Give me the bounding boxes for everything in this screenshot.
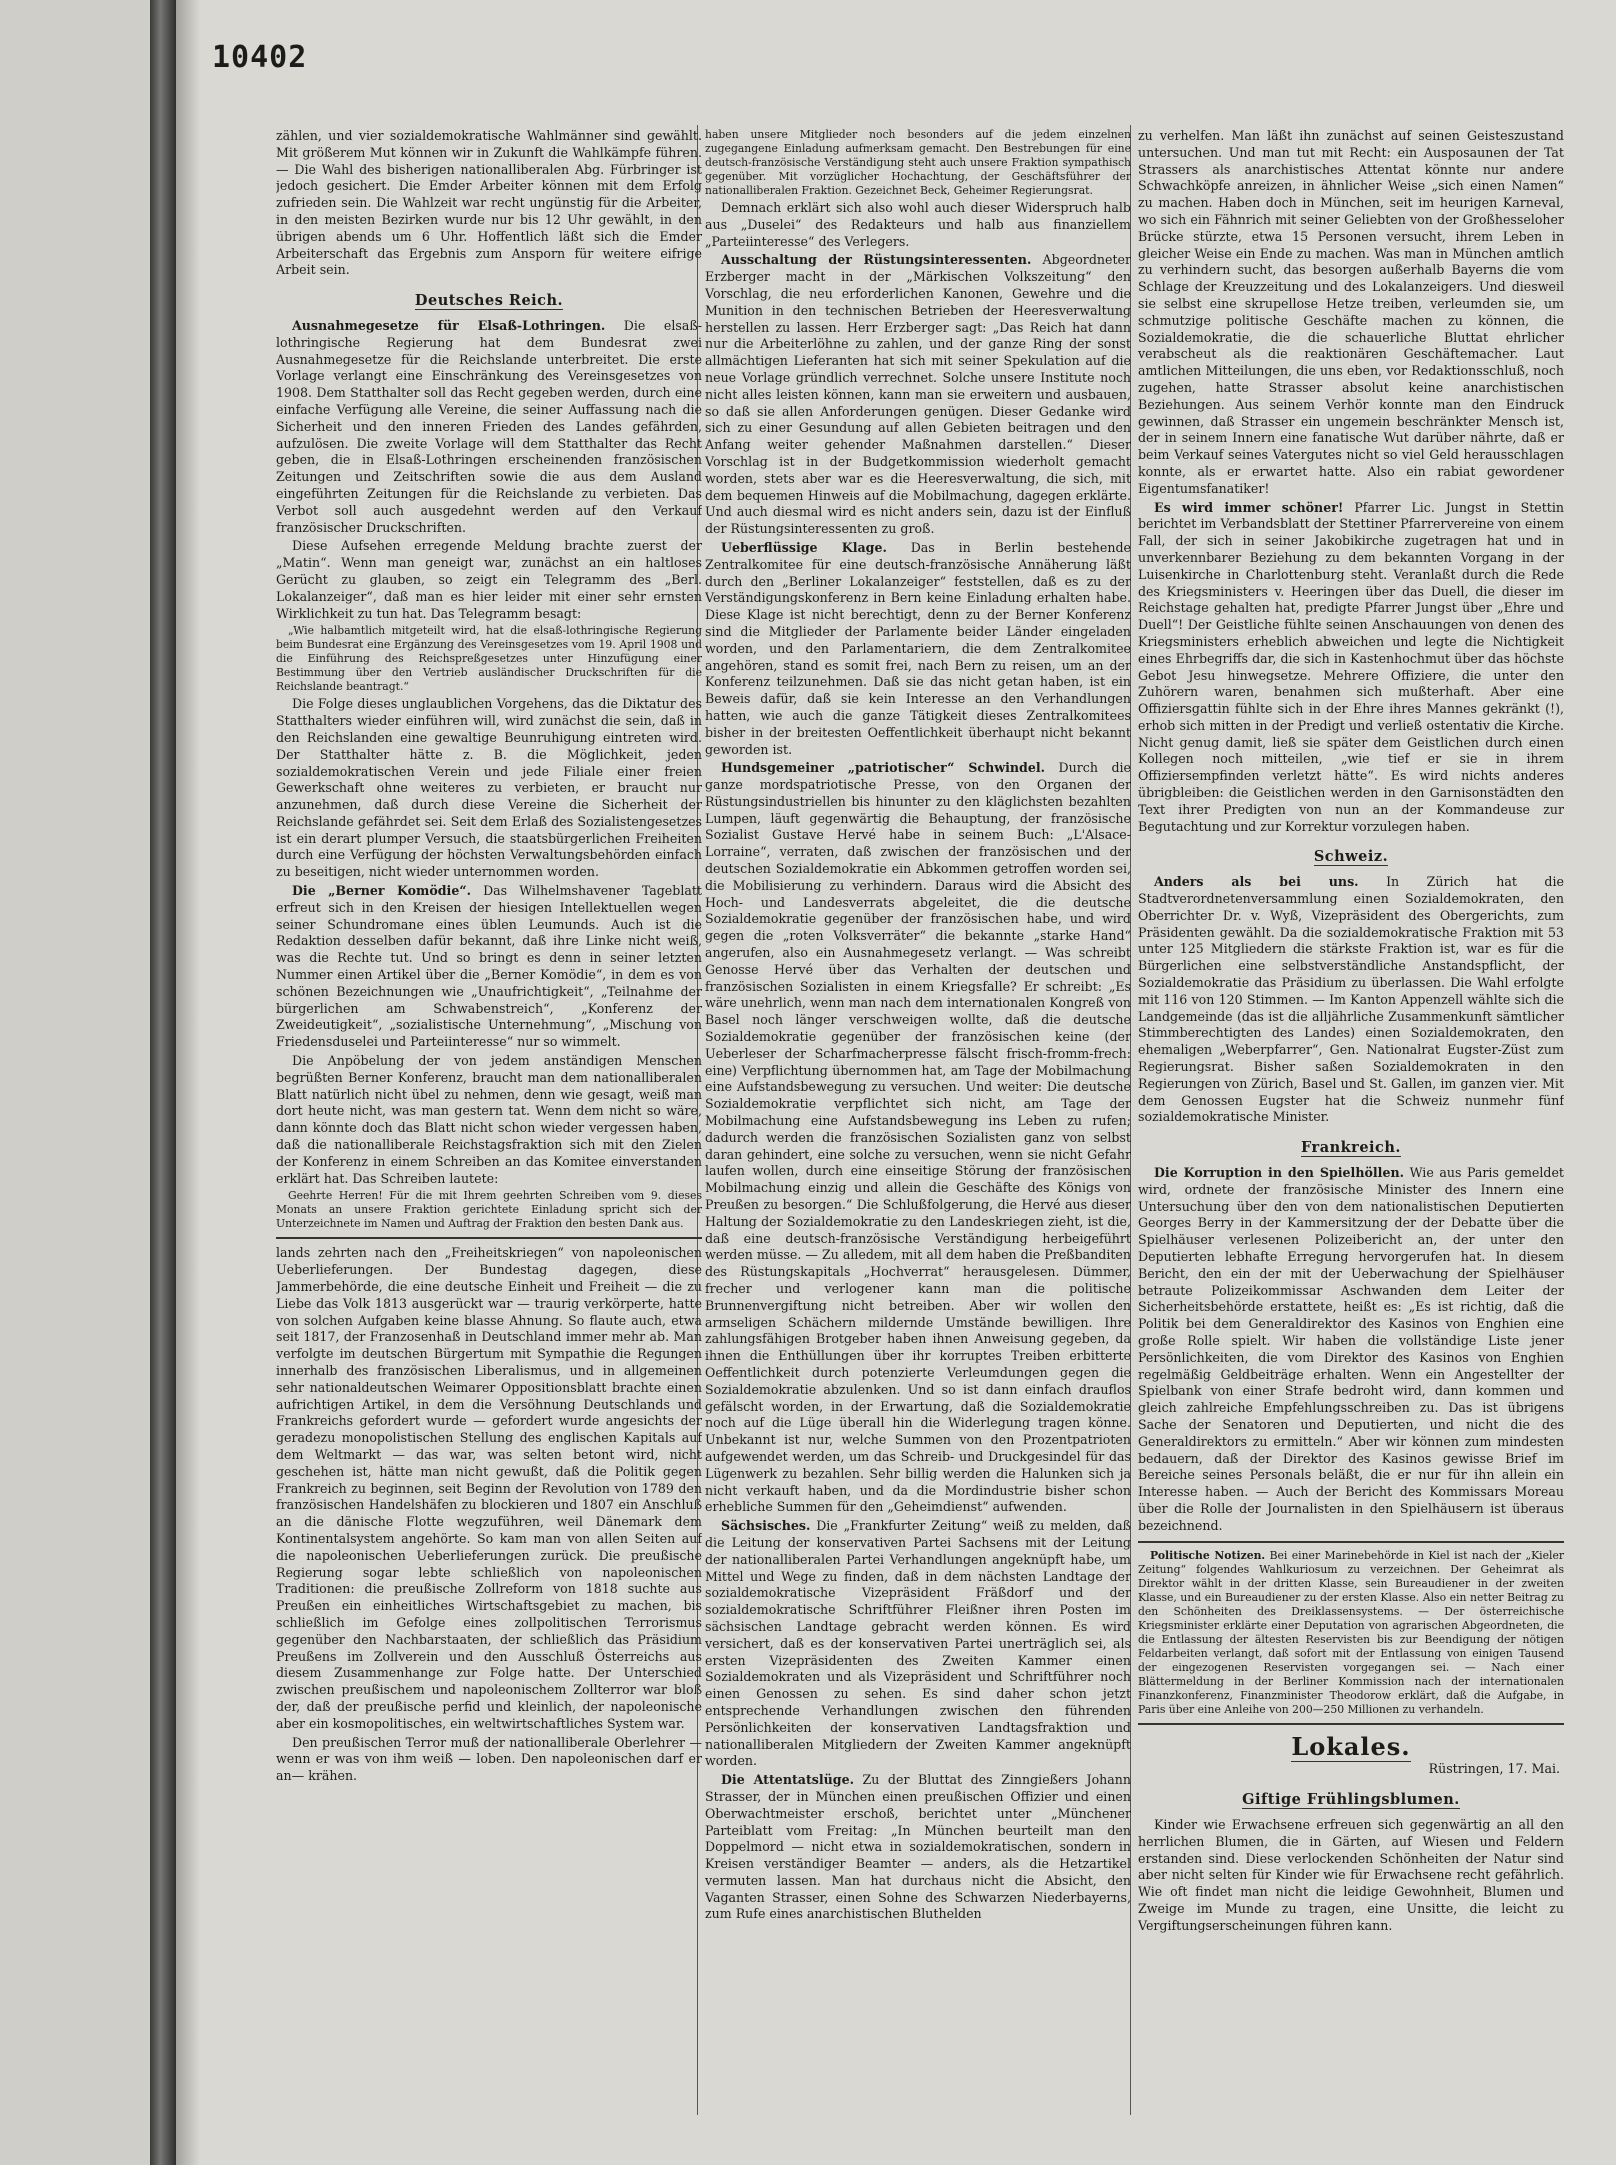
- article-heading: [1138, 1792, 1564, 1809]
- article-text: Die elsaß-lothringische Regierung hat dem Bundesrat zwei Ausnahmegesetze für die Reichslande unterbreitet. Die erste Vorlage verlangt eine Einschränkung des Vereinsgesetzes von 1908. Dem Statthalter soll das Recht gegeben werden, durch eine einfache Verfügung alle Vereine, die seiner Auffassung nach die Sicherheit und den inneren Frieden des Landes gefährden, aufzulösen. Die zweite Vorlage will dem Statthalter das Recht geben, die in Elsaß-Lothringen erscheinenden französischen Zeitungen und Zeitschriften sowie die aus dem Ausland eingeführten Zeitungen für die Reichslande zu verbieten. Das Verbot soll auch ausgedehnt werden auf den Verkauf französischer Druckschriften.: [276, 317, 702, 535]
- article-text: Durch die ganze mordspatriotische Presse, von den Organen der Rüstungsindustriellen bis hinunter zu den kläglichsten bezahlten Lumpen, läuft gegenwärtig die Behauptung, der französische Sozialist Gustave Hervé habe in seinem Buch: „L'Alsace-Lorraine“, verraten, daß zwischen der französischen und der deutschen Sozialdemokratie ein Abkommen getroffen worden sei, die Mobilisierung zu verhindern. Daraus wird die Absicht des Hoch- und Landesverrats abgeleitet, die die deutsche Sozialdemokratie gegenüber der französischen habe, und wird gegen die „roten Volksverräter“ die bekannte „starke Hand“ angerufen, also ein Ausnahmegesetz verlangt. — Was schreibt Genosse Hervé über das Verhalten der deutschen und französischen Sozialisten in einem Kriegsfalle? Er schreibt: „Es wäre unehrlich, wenn man nach dem internationalen Kongreß von Basel noch länger verschweigen wollte, daß die deutsche Sozialdemokratie gegenüber der französischen keine (der Ueberleser der Scharfmacherpresse fälscht frisch-fromm-frech: eine) Verpflichtung übernommen hat, am Tage der Mobilmachung eine Aufstandsbewegung zu versuchen. Und weiter: Die deutsche Sozialdemokratie verpflichtet sich nicht, am Tage der Mobilmachung eine Aufstandsbewegung ins Leben zu rufen; dadurch werden die französischen Sozialisten ganz von selbst daran gehindert, eine solche zu versuchen, wenn sie nicht Gefahr laufen wollen, durch eine einseitige Störung der französischen Mobilmachung einzig und allein die Geschäfte des Königs von Preußen zu besorgen.“ Die Schlußfolgerung, die Hervé aus dieser Haltung der Sozialdemokratie zu den Landeskriegen zieht, ist die, daß eine deutsch-französische Verständigung herbeigeführt werden müsse. — Zu alledem, mit all dem haben die Preßbanditen des Rüstungskapitals „Hochverrat“ herausgelesen. Dümmer, frecher und verlogener kann man die politische Brunnenvergiftung nicht betreiben. Aber wir wollen den armseligen Schächern mildernde Umstände bewilligen. Ihre zahlungsfähigen Brotgeber haben ihnen Anweisung gegeben, da ihnen die Enthüllungen über ihr korruptes Treiben erbitterte Oeffentlichkeit durch potenzierte Verleumdungen gegen die Sozialdemokratie abzulenken. Und so ist dann einfach drauflos gefälscht worden, in der Erwartung, daß die Sozialdemokratie noch auf die Lüge überall hin die Widerlegung tragen könne. Unbekannt ist nur, welche Summen von den Prozentpatrioten aufgewendet werden, um das Schreib- und Druckgesindel für das Lügenwerk zu bezahlen. Sehr billig werden die Halunken sich ja nicht verkauft haben, und da die Mordindustrie bisher schon erhebliche Summen für den „Geheimdienst“ aufwenden.: [705, 760, 1131, 1515]
- book-binding: [150, 0, 176, 2165]
- article-title: Ueberflüssige Klage.: [721, 539, 887, 555]
- article-paragraph: [705, 760, 1131, 1516]
- article-title: Die „Berner Komödie“.: [292, 883, 471, 899]
- paragraph: lands zehrten nach den „Freiheitskriegen“ von napoleonischen Ueberlieferungen. Der Bundestag dagegen, diese Jammerbehörde, die eine deutsche Einheit und Freiheit — die zu Liebe das Volk 1813 ausgerückt war — traurig verkörperte, hatte von solchen Aufgaben keine blasse Ahnung. So flaute auch, etwa seit 1817, der Franzosenhaß in Deutschland immer mehr ab. Man verfolgte im deutschen Bürgertum mit Sympathie die Regungen innerhalb des französischen Liberalismus, und in allgemeinen sehr nationaldeutschen Weimarer Oppositionsblatt brachte einen aufrichtigen Artikel, in dem die Versöhnung Deutschlands und Frankreichs gefordert wurde — gefordert wurde angesichts der geradezu monopolistischen Stellung des englischen Kapitals auf dem Weltmarkt — das war, was selten betont wird, nicht geschehen ist, hätte man nicht gewußt, daß die Politik gegen Frankreich zu beginnen, seit Beginn der Revolution von 1789 den französischen Handelshäfen zu blockieren und 1807 ein Anschluß an die dänische Flotte wegzuführen, weil Dänemark dem Kontinentalsystem angehörte. So kam man von allen Seiten auf die napoleonischen Ueberlieferungen zurück. Die preußische Regierung sogar lebte schließlich von napoleonischen Traditionen: die preußische Zollreform von 1818 suchte aus Preußen ein einheitliches Wirtschaftsgebiet zu machen, bis schließlich im Gefolge eines zollpolitischen Terrorismus gegenüber den Nachbarstaaten, der schließlich das Präsidium Preußens im Zollverein und den Ausschluß Österreichs aus diesem Zusammenhange zur Folge hatte. Der Unterschied zwischen preußischem und napoleonischem Zollterror war bloß der, daß der preußische perfid und kleinlich, der napoleonische aber ein kosmopolitisches, ein weltwirtschaftliches System war.: [276, 1245, 702, 1731]
- section-title: Frankreich.: [1301, 1139, 1401, 1157]
- paragraph: Diese Aufsehen erregende Meldung brachte zuerst der „Matin“. Wenn man geneigt war, zunächst an ein haltloses Gerücht zu glauben, so zeigt ein Telegramm des „Berl. Lokalanzeiger“, daß man es hier leider mit einer sehr ernsten Wirklichkeit zu tun hat. Das Telegramm besagt:: [276, 538, 702, 621]
- article-text: Die „Frankfurter Zeitung“ weiß zu melden, daß die Leitung der konservativen Partei Sachsens mit der Leitung der nationalliberalen Partei Verhandlungen angeknüpft habe, um Mittel und Wege zu finden, daß in dem nächsten Landtage der sozialdemokratische Vizepräsident Fräßdorf und der sozialdemokratische Schriftführer Fleißner ihren Posten im sächsischen Landtage gebracht werden können. Es wird versichert, daß es der konservativen Partei unerträglich sei, als ersten Vizepräsidenten des Zweiten Kammer einen Sozialdemokraten und als Vizepräsident und Schriftführer noch einen Genossen zu sehen. Es sind daher schon jetzt entsprechende Verhandlungen zwischen den führenden Persönlichkeiten der konservativen Landtagsfraktion und nationalliberalen Mitgliedern der Zweiten Kammer angeknüpft worden.: [705, 1518, 1131, 1769]
- article-paragraph: [705, 1518, 1131, 1770]
- section-heading: [276, 293, 702, 310]
- article-paragraph: [1138, 1549, 1564, 1717]
- column-1: [276, 128, 702, 2118]
- column-3: [1138, 128, 1564, 2118]
- article-title: Es wird immer schöner!: [1154, 499, 1344, 515]
- article-title: Die Korruption in den Spielhöllen.: [1154, 1165, 1405, 1181]
- section-title: Deutsches Reich.: [414, 292, 564, 310]
- article-text: Zu der Bluttat des Zinngießers Johann Strasser, der in München einen preußischen Offizier und einen Oberwachtmeister erschoß, berichtet unter „Münchener Parteiblatt vom Freitag: „In München beurteilt man den Doppelmord — nicht etwa in sozialdemokratischen, sondern in Kreisen verständiger Beamter — anders, als die Hetzartikel vermuten lassen. Man hat durchaus nicht die Absicht, den Vaganten Strasser, einen Sohne des Schwarzen Niederbayerns, zum Rufe eines anarchistischen Bluthelden: [705, 1772, 1131, 1922]
- article-paragraph: [1138, 500, 1564, 836]
- paragraph: Den preußischen Terror muß der nationalliberale Oberlehrer — wenn er was von ihm weiß — loben. Den napoleonischen darf er an— krähen.: [276, 1734, 702, 1784]
- article-title: Anders als bei uns.: [1154, 874, 1359, 890]
- section-heading: [1138, 1731, 1564, 1761]
- quote-block: [276, 624, 702, 694]
- page-number: 10402: [212, 40, 308, 75]
- facing-page-edge: [0, 0, 150, 2165]
- article-paragraph: [276, 883, 702, 1051]
- article-paragraph: [705, 252, 1131, 538]
- divider: [1138, 1541, 1564, 1543]
- article-text: Wie aus Paris gemeldet wird, ordnete der französische Minister des Innern eine Untersuchung über den von dem nationalistischen Deputierten Georges Berry in der Kammersitzung der der Debatte über die Spielhäuser verlesenen Polizeibericht an, der unter den Deputierten lebhafte Erregung hervorgerufen hat. In diesem Bericht, den ein der mit der Ueberwachung der Spielhäuser betraute Polizeikommissar Aschwanden dem Leiter der Sicherheitsbehörde erstattete, heißt es: „Es ist richtig, daß die Politik bei dem Generaldirektor des Kasinos von Enghien eine große Rolle spielt. Wir haben die vollständige Liste jener Persönlichkeiten, die vom Direktor des Kasinos von Enghien regelmäßig Geldbeiträge erhalten. Wenn ein Angestellter der Spielbank von einer Strafe bedroht wird, dann kommen und gleich zahlreiche Empfehlungsschreiben zu. Das ist übrigens Sache der Senatoren und Deputierten, und nicht die des Generaldirektors zu ermitteln.“ Aber wir können zum mindesten bedauern, daß der Direktor des Kasinos gewisse Brief im Bereiche seines Personals beläßt, die er nur für ihn allein ein Interesse haben. — Auch der Bericht des Kommissars Moreau über die Rolle der Journalisten in den Spielhäusern ist überaus bezeichnend.: [1138, 1165, 1564, 1533]
- letter-continuation: [705, 128, 1131, 198]
- article-text: Abgeordneter Erzberger macht in der „Märkischen Volkszeitung“ den Vorschlag, die neu erforderlichen Kanonen, Gewehre und die Munition in den technischen Betrieben der Heeresverwaltung herstellen zu lassen. Herr Erzberger sagt: „Das Reich hat dann nur die Arbeiterlöhne zu zahlen, und der ganze Ring der sonst allmächtigen Lieferanten hat sich mit seiner Spekulation auf die neue Vorlage gründlich verrechnet. Solche unsere Institute noch nicht alles leisten können, kann man sie erweitern und ausbauen, so daß sie allen Anforderungen genügen. Dieser Gedanke wird sich zu einer Gesundung auf allen Gebieten beitragen und den Anfang weiter gehender Maßnahmen darstellen.“ Dieser Vorschlag ist in der Budgetkommission wiederholt gemacht worden, stets aber war es die Heeresverwaltung, die sich, mit dem bequemen Hinweis auf die Mobilmachung, dagegen erklärte. Und auch diesmal wird es nicht anders sein, dazu ist der Einfluß der Rüstungsinteressenten zu groß.: [705, 252, 1131, 537]
- article-text: Bei einer Marinebehörde in Kiel ist nach der „Kieler Zeitung“ folgendes Wahlkuriosum zu verzeichnen. Der Geheimrat als Direktor wählt in der dritten Klasse, sein Bureaudiener in der zweiten Klasse, und ein Bureaudiener zu der ersten Klasse. Also ein netter Beitrag zu den Schönheiten des Dreiklassensystems. — Der österreichische Kriegsminister erklärte einer Deputation von agrarischen Abgeordneten, die die Entlassung der ältesten Reservisten bis zur Beendigung der nötigen Feldarbeiten verlangt, daß sofort mit der Entlassung von einigen Tausend der eingezogenen Reservisten vorgegangen sei. — Nach einer Blättermeldung in der Berliner Kommission nach der internationalen Finanzkonferenz, Finanzminister Theodorow erklärt, daß die Aufgabe, in Paris über eine Anleihe von 200—250 Millionen zu verhandeln.: [1138, 1548, 1564, 1716]
- article-paragraph: [705, 540, 1131, 758]
- spine-shadow: [176, 0, 200, 2165]
- article-text: Das in Berlin bestehende Zentralkomitee für eine deutsch-französische Annäherung läßt durch den „Berliner Lokalanzeiger“ feststellen, daß es zu der Verständigungskonferenz in Bern keine Einladung erhalten habe. Diese Klage ist nicht berechtigt, denn zu der Berner Konferenz sind die Mitglieder der Parlamente beider Länder eingeladen worden, und den Parlamentariern, die dem Zentralkomitee angehören, stand es somit frei, nach Bern zu reisen, um an der Konferenz teilzunehmen. Daß sie das nicht getan haben, ist ein Beweis dafür, daß sie kein Interesse an den Verhandlungen hatten, wie auch die ganze Tätigkeit dieses Zentralkomitees bisher in der breitesten Oeffentlichkeit überhaupt nicht bekannt geworden ist.: [705, 539, 1131, 757]
- paragraph: Die Folge dieses unglaublichen Vorgehens, das die Diktatur des Statthalters wieder einführen will, wird zunächst die sein, daß in den Reichslanden eine gewaltige Beunruhigung eintreten wird. Der Statthalter hätte z. B. die Möglichkeit, jeden sozialdemokratischen Verein und jede Filiale einer freien Gewerkschaft ohne weiteres zu verbieten, er braucht nur anzunehmen, daß durch diese Vereine die Sicherheit der Reichslande gefährdet sei. Seit dem Erlaß des Sozialistengesetzes ist ein derart plumper Versuch, die staatsbürgerlichen Freiheiten durch eine Verfügung der höchsten Verwaltungsbehörden einfach zu beseitigen, nicht wieder unternommen worden.: [276, 696, 702, 880]
- article-text: Das Wilhelmshavener Tageblatt erfreut sich in den Kreisen der hiesigen Intellektuellen wegen seiner Schundromane eines üblen Leumunds. Auch ist die Redaktion desselben dafür bekannt, daß ihre Linke nicht weiß, was die Rechte tut. Und so bringt es denn in seiner letzten Nummer einen Artikel über die „Berner Komödie“, in dem es von schönen Bezeichnungen wie „Unaufrichtigkeit“, „Teilnahme der bürgerlichen am Schwabenstreich“, „Konferenz der Zweideutigkeit“, „sozialistische Unternehmung“, „Mischung von Friedensduselei und Parteiinteresse“ nur so wimmelt.: [276, 883, 702, 1050]
- article-title: Ausnahmegesetze für Elsaß-Lothringen.: [292, 317, 606, 333]
- section-heading: [1138, 1140, 1564, 1157]
- letter-block: [276, 1189, 702, 1231]
- paragraph: Die Anpöbelung der von jedem anständigen Menschen begrüßten Berner Konferenz, braucht man dem nationalliberalen Blatt natürlich nicht übel zu nehmen, denn wie gesagt, weiß man dort heute nicht, was man gestern tat. Wenn dem nicht so wäre, dann könnte doch das Blatt nicht schon wieder vergessen haben, daß die nationalliberale Reichstagsfraktion sich mit den Zielen der Konferenz in einem Schreiben an das Komitee einverstanden erklärt hat. Das Schreiben lautete:: [276, 1053, 702, 1186]
- article-paragraph: [1138, 1165, 1564, 1535]
- article-paragraph: [705, 1772, 1131, 1923]
- article-paragraph: [1138, 874, 1564, 1126]
- quote: „Wie halbamtlich mitgeteilt wird, hat die elsaß-lothringische Regierung beim Bundesrat eine Ergänzung des Vereinsgesetzes vom 19. April 1908 und die Einführung des Reichspreßgesetzes unter Hinzufügung einer Bestimmung über den Vertrieb ausländischer Druckschriften für die Reichslande beantragt.“: [276, 624, 702, 694]
- paragraph: Kinder wie Erwachsene erfreuen sich gegenwärtig an all den herrlichen Blumen, die in Gärten, auf Wiesen und Feldern erstanden sind. Diese verlockenden Schönheiten der Natur sind aber nicht selten für Kinder wie für Erwachsene recht gefährlich. Wie oft findet man nicht die leidige Gewohnheit, Blumen und Zweige im Munde zu tragen, eine Unsitte, die leicht zu Vergiftungserscheinungen führen kann.: [1138, 1816, 1564, 1933]
- divider: [276, 1237, 702, 1239]
- section-title: Schweiz.: [1313, 848, 1389, 866]
- paragraph: zählen, und vier sozialdemokratische Wahlmänner sind gewählt. Mit größerem Mut können wir in Zukunft die Wahlkämpfe führen. — Die Wahl des bisherigen nationalliberalen Abg. Fürbringer ist jedoch gesichert. Die Emder Arbeiter können mit dem Erfolg zufrieden sein. Die Wahlzeit war recht ungünstig für die Arbeiter, in den meisten Bezirken wurde nur bis 12 Uhr gewählt, in den übrigen abends um 6 Uhr. Hoffentlich läßt sich die Emder Arbeiterschaft das Ergebnis zum Ansporn für weitere eifrige Arbeit sein.: [276, 128, 702, 278]
- article-title: Sächsisches.: [721, 1518, 811, 1534]
- paragraph: zu verhelfen. Man läßt ihn zunächst auf seinen Geisteszustand untersuchen. Und man tut mit Recht: ein Ausposaunen der Tat Strassers als anarchistisches Attentat könnte nur andere Schwachköpfe anreizen, in ähnlicher Weise „sich einen Namen“ zu machen. Haben doch in München, seit im heurigen Karneval, wo sich ein Fähnrich mit seiner Geliebten von der Großhesseloher Brücke stürzte, etwa 15 Personen versucht, ihrem Leben in gleicher Weise ein Ende zu machen. Was man in München amtlich zu verhindern sucht, das besorgen außerhalb Bayerns die vom Schlage der Kreuzzeitung und des Lokalanzeigers. Und diesweil sie selbst eine skrupellose Hetze treiben, verleumden sie, um schmutzige politische Geschäfte machen zu können, die Sozialdemokratie, die die schauerliche Bluttat ehrlicher verabscheut als die reaktionären Geschäftemacher. Laut amtlichen Mitteilungen, die uns eben, vor Redaktionsschluß, noch zugehen, hatte Strasser absolut keine anarchistischen Beziehungen. Aus seinem Verhör konnte man den Eindruck gewinnen, daß Strasser ein ungemein beschränkter Mensch ist, der in seinem Innern eine fanatische Wut darüber nährte, daß er beim Verkauf seines Vatergutes nicht so viel Geld herausschlagen konnte, als er erwartet hatte. Also ein rabiat gewordener Eigentumsfanatiker!: [1138, 128, 1564, 496]
- article-title: Hundsgemeiner „patriotischer“ Schwindel.: [721, 760, 1046, 776]
- article-text: Pfarrer Lic. Jungst in Stettin berichtet im Verbandsblatt der Stettiner Pfarrervereine von einem Fall, der sich in seiner Jakobikirche zugetragen hat und in unverkennbarer Beziehung zu dem bekannten Vorgang in der Luisenkirche in Charlottenburg steht. Veranlaßt durch die Rede des Kriegsministers v. Heeringen über das Duell, die dieser im Reichstage gehalten hat, predigte Pfarrer Jungst über „Ehre und Duell“! Der Geistliche fühlte seinen Anschauungen von denen des Kriegsministers erheblich abweichen und legte die Nichtigkeit eines Ehrbegriffs dar, die sich in Kastenhochmut über das höchste Gebot Jesu hinwegsetze. Mehrere Offiziere, die unter den Zuhörern waren, benahmen sich mußterhaft. Aber eine Offiziersgattin fühlte sich in der Ehre ihres Mannes gekränkt (!), erhob sich mitten in der Predigt und verließ ostentativ die Kirche. Nicht genug damit, ließ sie später dem Geistlichen durch einen Kollegen noch mitteilen, „wie tief er sie in ihrem Offiziersempfinden verletzt hätte“. Es wird nichts anderes übrigbleiben: die Geistlichen werden in den Garnisonstädten den Text ihrer Predigten von nun an der Kommandeuse zur Begutachtung und zur Korrektur vorzulegen haben.: [1138, 499, 1564, 834]
- column-2: [705, 128, 1131, 2118]
- notes-block: [1138, 1549, 1564, 1717]
- letter: Geehrte Herren! Für die mit Ihrem geehrten Schreiben vom 9. dieses Monats an unsere Fraktion gerichtete Einladung spricht sich der Unterzeichnete im Namen und Auftrag der Fraktion den besten Dank aus.: [276, 1189, 702, 1231]
- article-title: Giftige Frühlingsblumen.: [1242, 1791, 1460, 1809]
- divider: [1138, 1723, 1564, 1725]
- letter: haben unsere Mitglieder noch besonders auf die jedem einzelnen zugegangene Einladung aufmerksam gemacht. Den Bestrebungen für eine deutsch-französische Verständigung steht auch unsere Fraktion sympathisch gegenüber. Mit vorzüglicher Hochachtung, der Geschäftsführer der nationalliberalen Fraktion. Gezeichnet Beck, Geheimer Regierungsrat.: [705, 128, 1131, 197]
- section-heading: [1138, 849, 1564, 866]
- article-paragraph: [276, 318, 702, 536]
- dateline: Rüstringen, 17. Mai.: [1428, 1761, 1560, 1777]
- article-title: Ausschaltung der Rüstungsinteressenten.: [721, 252, 1032, 268]
- article-text: In Zürich hat die Stadtverordnetenversammlung einen Sozialdemokraten, den Oberrichter Dr. v. Wyß, Vizepräsident des Obergerichts, zum Präsidenten gewählt. Da die sozialdemokratische Fraktion mit 53 unter 125 Mitgliedern die stärkste Fraktion ist, war es für die Bürgerlichen eine selbstverständliche Anstandspflicht, der Sozialdemokratie das Präsidium zu überlassen. Die Wahl erfolgte mit 116 von 120 Stimmen. — Im Kanton Appenzell wählte sich die Landgemeinde (das ist die alljährliche Zusammenkunft sämtlicher Stimmberechtigten des Landes) einen Sozialdemokraten, den ehemaligen „Weberpfarrer“, Gen. Nationalrat Eugster-Züst zum Regierungsrat. Bisher saßen Sozialdemokraten in den Regierungen von Zürich, Basel und St. Gallen, im ganzen vier. Mit dem Genossen Eugster hat die Schweiz nunmehr fünf sozialdemokratische Minister.: [1138, 874, 1564, 1125]
- paragraph: Demnach erklärt sich also wohl auch dieser Widerspruch halb aus „Duselei“ des Redakteurs und halb aus finanziellem „Parteiinteresse“ des Verlegers.: [705, 200, 1131, 249]
- article-title: Die Attentatslüge.: [721, 1772, 855, 1788]
- section-title: Lokales.: [1291, 1731, 1411, 1761]
- article-title: Politische Notizen.: [1150, 1548, 1266, 1562]
